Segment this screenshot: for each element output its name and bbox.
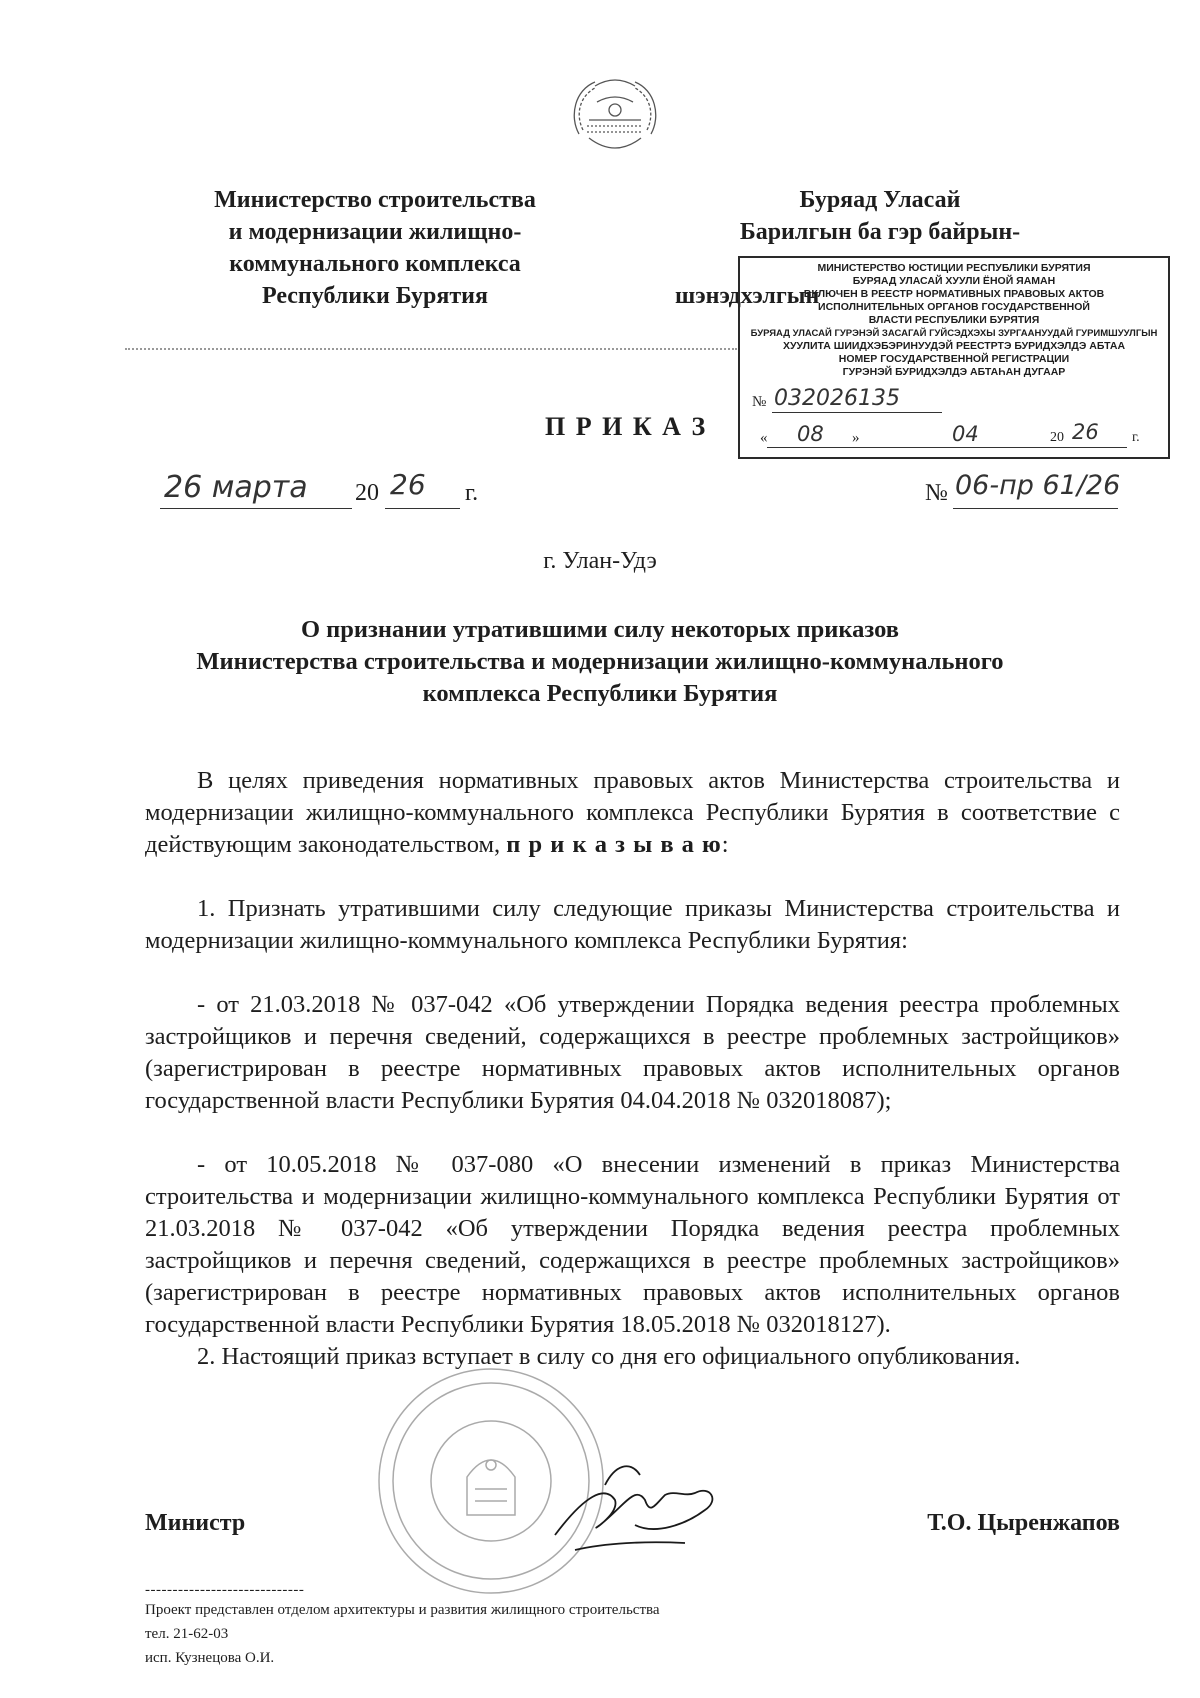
order-city: г. Улан-Удэ bbox=[543, 548, 657, 574]
stamp-line: МИНИСТЕРСТВО ЮСТИЦИИ РЕСПУБЛИКИ БУРЯТИЯ bbox=[817, 262, 1091, 274]
stamp-date-suffix: г. bbox=[1132, 430, 1140, 445]
stamp-line: ИСПОЛНИТЕЛЬНЫХ ОРГАНОВ ГОСУДАРСТВЕННОЙ bbox=[818, 301, 1090, 313]
item1-a-paragraph: - от 21.03.2018 № 037-042 «Об утверждении Порядка ведения реестра проблемных застройщиков и перечня сведений, содержащихся в реестре проблемных застройщиков» (зарегистрирован в реестре нормативных правовых актов исполнительных органов государственной власти Республики Бурятия 04.04.2018 № 032018087); bbox=[145, 991, 1120, 1114]
stamp-line: ВКЛЮЧЕН В РЕЕСТР НОРМАТИВНЫХ ПРАВОВЫХ АКТОВ bbox=[803, 288, 1105, 300]
footer-line: тел. 21-62-03 bbox=[145, 1626, 229, 1642]
order-number-prefix: № bbox=[925, 480, 948, 506]
order-date-handwritten: 26 марта bbox=[164, 470, 308, 505]
stamp-date-year-prefix: 20 bbox=[1050, 430, 1064, 445]
registration-stamp bbox=[738, 256, 1170, 459]
order-heading bbox=[100, 614, 1100, 710]
stamp-date-row bbox=[752, 420, 1162, 450]
order-number bbox=[925, 470, 1125, 512]
signature-position: Министр bbox=[145, 1510, 246, 1536]
intro-paragraph bbox=[145, 765, 1120, 861]
ministry-name-bua-line: Буряад Уласай bbox=[799, 187, 961, 213]
ministry-name-ru-line: и модернизации жилищно- bbox=[228, 219, 522, 245]
stamp-number-underline bbox=[772, 412, 942, 413]
ministry-name-ru bbox=[175, 184, 575, 312]
signature-handwritten bbox=[545, 1455, 735, 1570]
item1-paragraph: 1. Признать утратившими силу следующие приказы Министерства строительства и модернизации жилищно-коммунального комплекса Республики Бурятия: bbox=[145, 895, 1120, 954]
stamp-date-close-quote: » bbox=[852, 430, 860, 446]
order-date-year-prefix: 20 bbox=[355, 480, 379, 506]
footer-line: исп. Кузнецова О.И. bbox=[145, 1650, 275, 1666]
intro-end: : bbox=[721, 831, 729, 858]
stamp-line: ВЛАСТИ РЕСПУБЛИКИ БУРЯТИЯ bbox=[868, 314, 1040, 326]
order-title: П Р И К А З bbox=[545, 412, 708, 441]
stamp-date-underline bbox=[767, 447, 1127, 448]
signature-name: Т.О. Цыренжапов bbox=[927, 1510, 1120, 1536]
footer-separator: ----------------------------- bbox=[145, 1582, 305, 1598]
stamp-line: НОМЕР ГОСУДАРСТВЕННОЙ РЕГИСТРАЦИИ bbox=[838, 353, 1070, 365]
order-number-underline bbox=[953, 508, 1118, 509]
order-heading-line: О признании утратившими силу некоторых приказов bbox=[300, 616, 899, 643]
intro-text: В целях приведения нормативных правовых актов Министерства строительства и модернизации жилищно-коммунального комплекса Республики Бурятия в соответствие с действующим законодательством, bbox=[145, 767, 1120, 858]
stamp-line: ХУУЛИТА ШИИДХЭБЭРИНУУДЭЙ РЕЕСТРТЭ БУРИДХЭЛДЭ АБТАА bbox=[782, 340, 1126, 352]
item2-paragraph: 2. Настоящий приказ вступает в силу со дня его официального опубликования. bbox=[197, 1343, 1021, 1370]
order-date-suffix: г. bbox=[465, 480, 479, 506]
intro-command: п р и к а з ы в а ю bbox=[506, 831, 722, 858]
footer-line: Проект представлен отделом архитектуры и развития жилищного строительства bbox=[145, 1602, 660, 1618]
item1-b-paragraph: - от 10.05.2018 № 037-080 «О внесении изменений в приказ Министерства строительства и модернизации жилищно-коммунального комплекса Республики Бурятия от 21.03.2018 № 037-042 «Об утверждении Порядка ведения реестра проблемных застройщиков и перечня сведений, содержащихся в реестре проблемных застройщиков» (зарегистрирован в реестре нормативных правовых актов исполнительных органов государственной власти Республики Бурятия 18.05.2018 № 032018127). bbox=[145, 1151, 1120, 1338]
ministry-name-ru-line: Республики Бурятия bbox=[261, 283, 488, 309]
stamp-date-open-quote: « bbox=[760, 430, 768, 446]
order-date-underline bbox=[160, 508, 352, 509]
ministry-name-bua-line: Барилгын ба гэр байрын- bbox=[739, 219, 1021, 245]
stamp-date-year-suffix: 26 bbox=[1072, 420, 1099, 444]
stamp-line: БУРЯАД УЛАСАЙ ХУУЛИ ЁНОЙ ЯАМАН bbox=[852, 275, 1056, 287]
stamp-line: БУРЯАД УЛАСАЙ ГУРЭНЭЙ ЗАСАГАЙ ГУЙСЭДХЭХЫ ЗУРГААНУУДАЙ ГУРИМШУУЛГЫН bbox=[750, 328, 1158, 339]
order-heading-line: Министерства строительства и модернизации жилищно-коммунального bbox=[196, 648, 1004, 675]
ministry-name-ru-line: Министерство строительства bbox=[214, 187, 536, 213]
order-heading-line: комплекса Республики Бурятия bbox=[422, 680, 778, 707]
ministry-name-bua-partial: шэнэдхэлгын bbox=[675, 283, 820, 309]
ministry-name-ru-line: коммунального комплекса bbox=[229, 251, 521, 277]
ministry-name-bua bbox=[690, 184, 1070, 248]
order-date-year-underline bbox=[385, 508, 460, 509]
stamp-line: ГУРЭНЭЙ БУРИДХЭЛДЭ АБТАҺАН ДУГААР bbox=[842, 366, 1066, 378]
order-date-year: 26 bbox=[390, 468, 426, 501]
stamp-number-value: 032026135 bbox=[774, 386, 900, 411]
stamp-date-month: 04 bbox=[952, 422, 979, 446]
order-date bbox=[160, 470, 500, 512]
stamp-number-prefix: № bbox=[752, 394, 767, 410]
stamp-number-row bbox=[752, 386, 952, 416]
header-divider bbox=[125, 348, 737, 350]
order-number-handwritten: 06-пр 61/26 bbox=[955, 470, 1121, 501]
stamp-date-day: 08 bbox=[797, 422, 824, 446]
coat-of-arms-emblem bbox=[565, 72, 665, 162]
